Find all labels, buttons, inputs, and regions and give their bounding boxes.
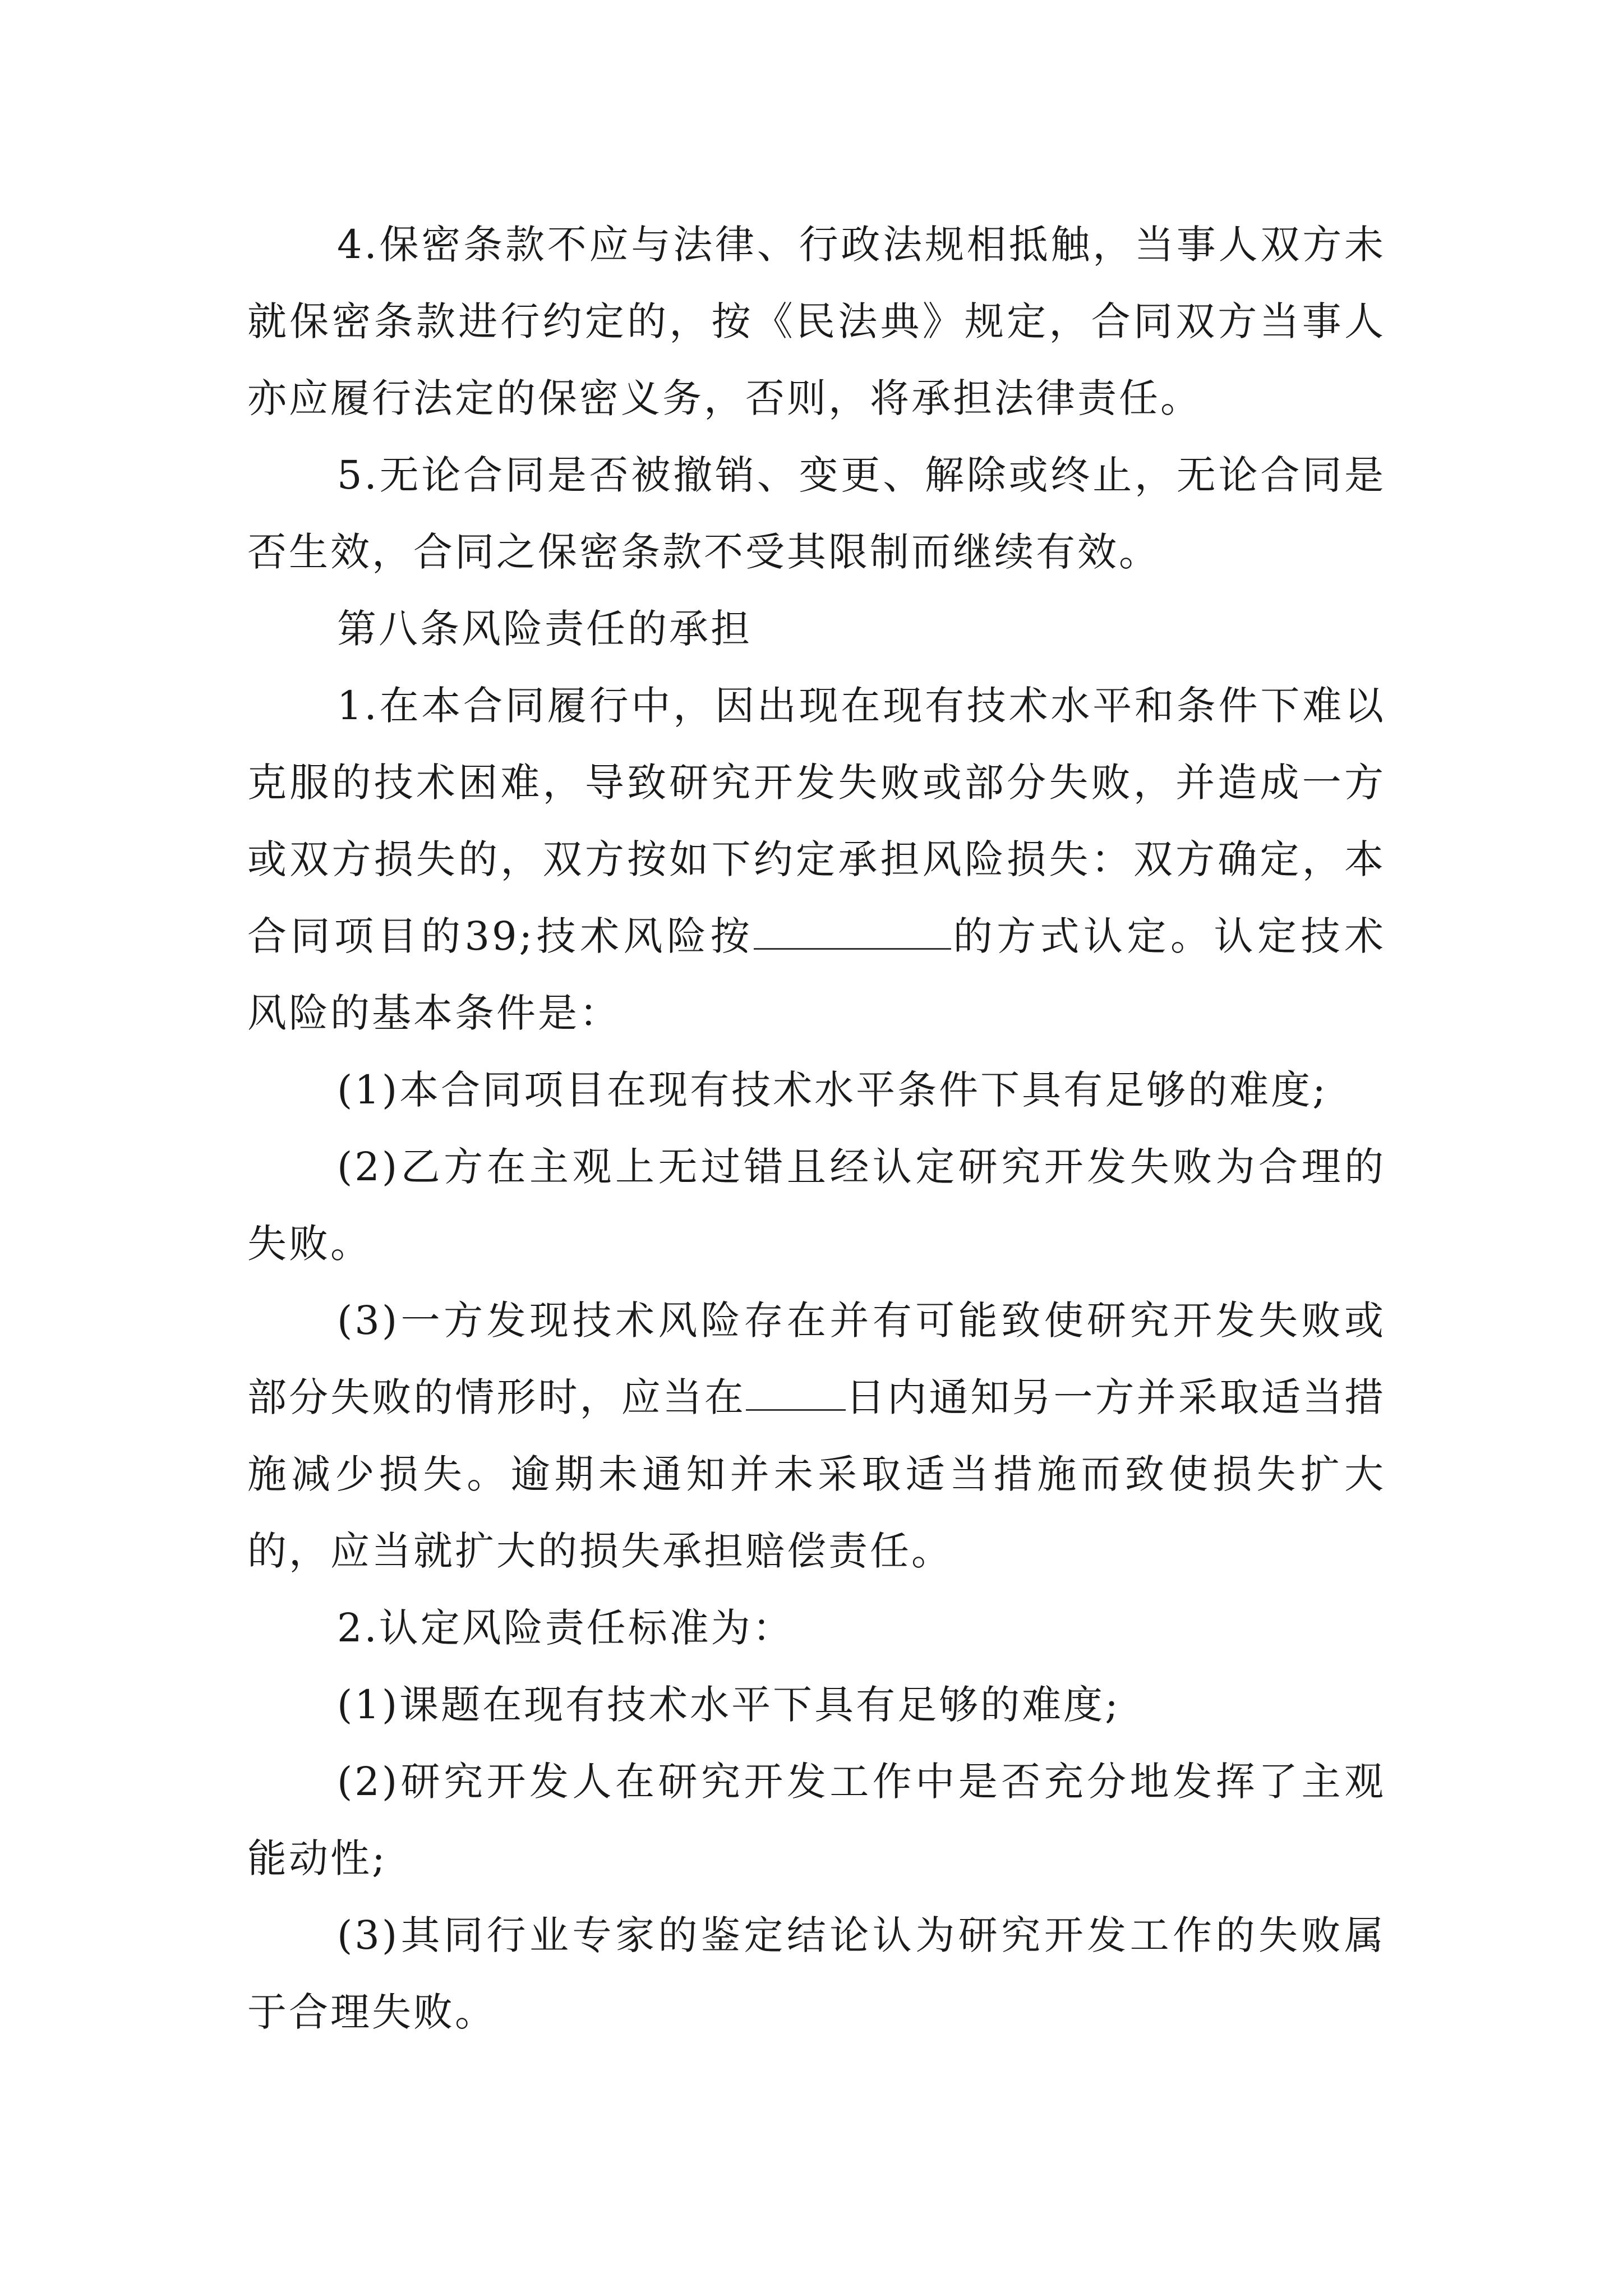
risk-clause-1-text-before: 1.在本合同履行中，因出现在现有技术水平和条件下难以克服的技术困难，导致研究开发失败或部分失败，并造成一方或双方损失的，双方按如下约定承担风险损失：双方确定，本合同项目的39;技术风险按 <box>247 683 1386 959</box>
risk-condition-3-text-after: 日内通知另一方并采取适当措施减少损失。逾期未通知并未采取适当措施而致使损失扩大的，应当就扩大的损失承担赔偿责任。 <box>247 1374 1386 1574</box>
risk-standard-heading: 2.认定风险责任标准为： <box>337 1605 794 1651</box>
article-8-heading: 第八条风险责任的承担 <box>337 606 752 652</box>
risk-condition-3 <box>247 1282 1386 1590</box>
fill-in-blank-method <box>754 909 951 950</box>
risk-clause-1-text-after: 的方式认定。认定技术风险的基本条件是： <box>247 913 1386 1036</box>
document-body <box>247 206 1386 2051</box>
risk-condition-3-text-before: (3)一方发现技术风险存在并有可能致使研究开发失败或部分失败的情形时，应当在 <box>247 1297 1386 1420</box>
risk-condition-2: (2)乙方在主观上无过错且经认定研究开发失败为合理的失败。 <box>247 1144 1386 1267</box>
risk-standard-1: (1)课题在现有技术水平下具有足够的难度; <box>337 1682 1121 1728</box>
clause-5-confidentiality-validity: 5.无论合同是否被撤销、变更、解除或终止，无论合同是否生效，合同之保密条款不受其限制而继续有效。 <box>247 452 1386 575</box>
clause-4-confidentiality: 4.保密条款不应与法律、行政法规相抵触，当事人双方未就保密条款进行约定的，按《民法典》规定，合同双方当事人亦应履行法定的保密义务，否则，将承担法律责任。 <box>247 222 1386 421</box>
risk-standard-3: (3)其同行业专家的鉴定结论认为研究开发工作的失败属于合理失败。 <box>247 1912 1386 2035</box>
risk-condition-1: (1)本合同项目在现有技术水平条件下具有足够的难度; <box>337 1067 1328 1113</box>
fill-in-blank-days <box>746 1370 846 1411</box>
risk-clause-1 <box>247 668 1386 1052</box>
risk-standard-2: (2)研究开发人在研究开发工作中是否充分地发挥了主观能动性; <box>247 1759 1386 1881</box>
